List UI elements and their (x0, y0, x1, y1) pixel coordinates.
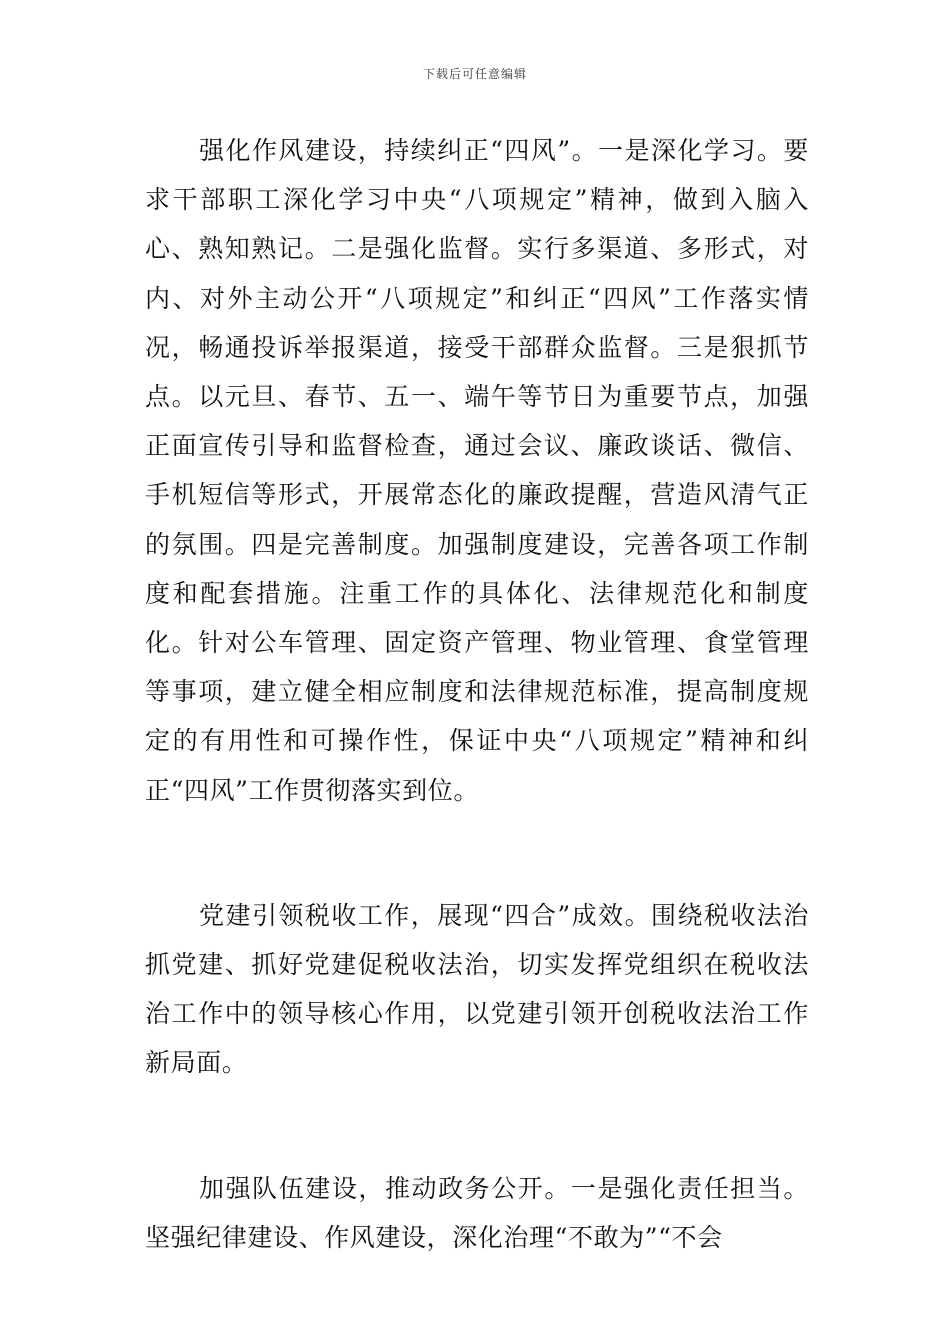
paragraph-team-building: 加强队伍建设，推动政务公开。一是强化责任担当。坚强纪律建设、作风建设，深化治理“不敢为”“不会 (145, 1173, 809, 1252)
document-body (145, 126, 809, 1262)
paragraph-party-building: 党建引领税收工作，展现“四合”成效。围绕税收法治抓党建、抓好党建促税收法治，切实发挥党组织在税收法治工作中的领导核心作用，以党建引领开创税收法治工作新局面。 (145, 900, 809, 1078)
paragraph-style-rectification: 强化作风建设，持续纠正“四风”。一是深化学习。要求干部职工深化学习中央“八项规定”精神，做到入脑入心、熟知熟记。二是强化监督。实行多渠道、多形式，对内、对外主动公开“八项规定”和纠正“四风”工作落实情况，畅通投诉举报渠道，接受干部群众监督。三是狠抓节点。以元旦、春节、五一、端午等节日为重要节点，加强正面宣传引导和监督检查，通过会议、廉政谈话、微信、手机短信等形式，开展常态化的廉政提醒，营造风清气正的氛围。四是完善制度。加强制度建设，完善各项工作制度和配套措施。注重工作的具体化、法律规范化和制度化。针对公车管理、固定资产管理、物业管理、食堂管理等事项，建立健全相应制度和法律规范标准，提高制度规定的有用性和可操作性，保证中央“八项规定”精神和纠正“四风”工作贯彻落实到位。 (145, 136, 809, 805)
download-note: 下载后可任意编辑 (422, 67, 527, 81)
